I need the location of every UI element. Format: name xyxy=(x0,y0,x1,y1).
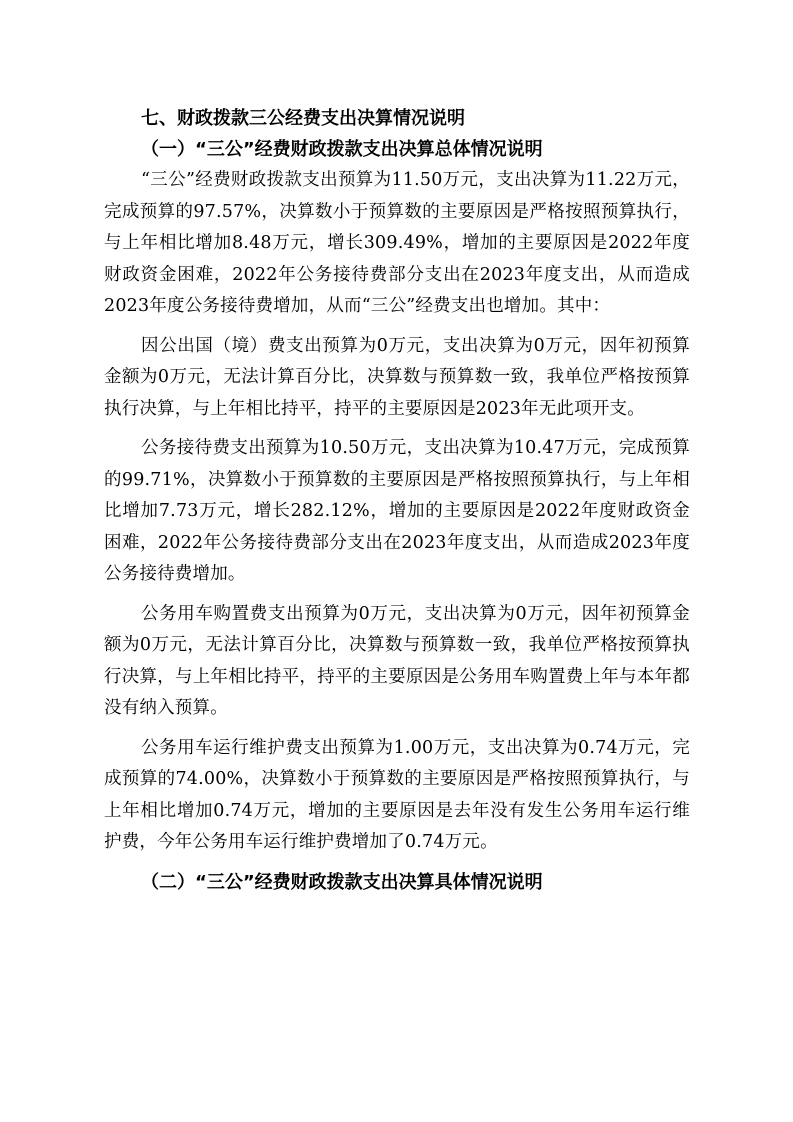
paragraph-abroad: 因公出国（境）费支出预算为0万元，支出决算为0万元，因年初预算金额为0万元，无法计算百分比，决算数与预算数一致，我单位严格按预算执行决算，与上年相比持平，持平的主要原因是2023年无此项开支。 xyxy=(104,335,690,419)
paragraph-vehicle-purchase: 公务用车购置费支出预算为0万元，支出决算为0万元，因年初预算金额为0万元，无法计算百分比，决算数与预算数一致，我单位严格按预算执行决算，与上年相比持平，持平的主要原因是公务用车购置费上年与本年都没有纳入预算。 xyxy=(104,603,690,718)
subsection-heading-overall: （一）“三公”经费财政拨款支出决算总体情况说明 xyxy=(141,139,543,160)
paragraph-reception: 公务接待费支出预算为10.50万元，支出决算为10.47万元，完成预算的99.71%，决算数小于预算数的主要原因是严格按照预算执行，与上年相比增加7.73万元，增长282.12%，增加的主要原因是2022年度财政资金困难，2022年公务接待费部分支出在2023年度支出，从而造成2023年度公务接待费增加。 xyxy=(104,438,690,584)
document-page xyxy=(104,103,690,898)
paragraph-overall: “三公”经费财政拨款支出预算为11.50万元，支出决算为11.22万元，完成预算的97.57%，决算数小于预算数的主要原因是严格按照预算执行，与上年相比增加8.48万元，增长309.49%，增加的主要原因是2022年度财政资金困难，2022年公务接待费部分支出在2023年度支出，从而造成2023年度公务接待费增加，从而“三公”经费支出也增加。其中： xyxy=(104,170,690,316)
section-heading: 七、财政拨款三公经费支出决算情况说明 xyxy=(141,108,465,129)
paragraph-vehicle-operation: 公务用车运行维护费支出预算为1.00万元，支出决算为0.74万元，完成预算的74.00%，决算数小于预算数的主要原因是严格按照预算执行，与上年相比增加0.74万元，增加的主要原因是去年没有发生公务用车运行维护费，今年公务用车运行维护费增加了0.74万元。 xyxy=(104,737,690,852)
subsection-heading-details: （二）“三公”经费财政拨款支出决算具体情况说明 xyxy=(141,871,543,893)
